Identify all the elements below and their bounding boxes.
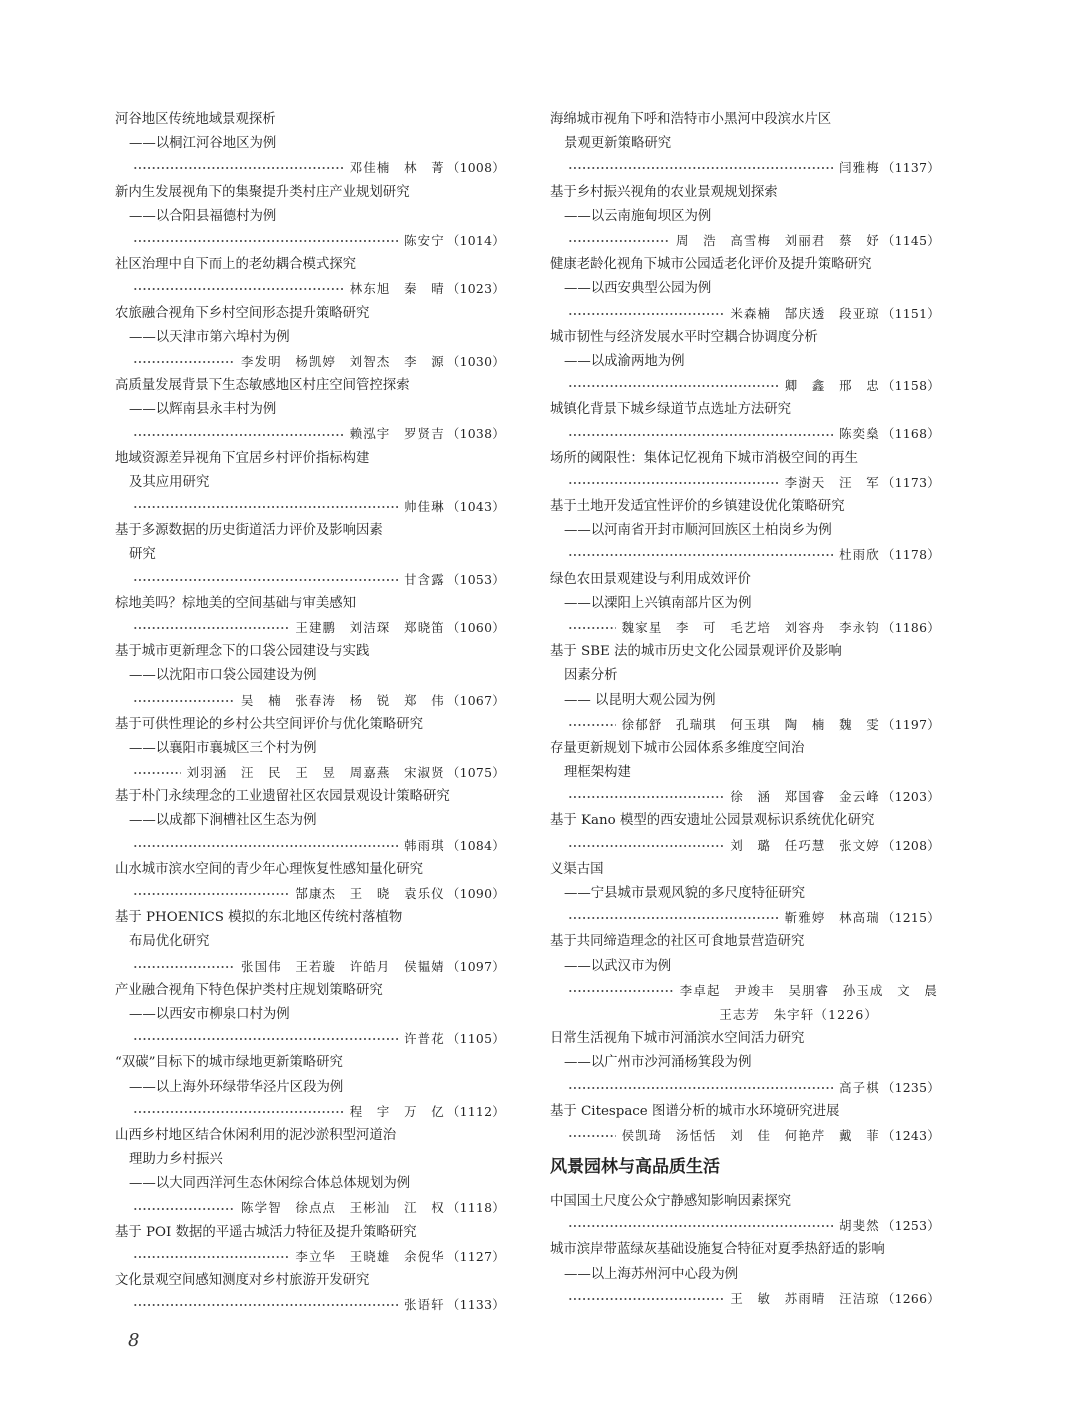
dot-leader: [133, 240, 398, 242]
toc-entry-title: “双碳”目标下的城市绿地更新策略研究: [115, 1055, 343, 1071]
toc-entry-author-line: [115, 616, 505, 640]
toc-entry-authors: 王建鹏 刘洁琛 郑晓笛: [295, 619, 445, 635]
toc-entry-page: （1253）: [881, 1218, 940, 1234]
toc-entry-author-line: [550, 422, 940, 446]
toc-entry-author-line: [115, 1245, 505, 1269]
page-number: 8: [128, 1330, 140, 1351]
toc-entry-authors: 吴 楠 张春涛 杨 锐 郑 伟: [241, 692, 445, 708]
toc-entry-title: 基于可供性理论的乡村公共空间评价与优化策略研究: [115, 716, 423, 732]
toc-entry-title-continued: 因素分析: [564, 668, 618, 684]
toc-entry-subtitle: —— 以昆明大观公园为例: [564, 692, 716, 708]
toc-entry-subtitle: ——以成渝两地为例: [564, 353, 685, 369]
toc-entry-authors: 李澍天 汪 军: [784, 474, 880, 490]
toc-entry-author-line: [115, 1027, 505, 1051]
dot-leader: [133, 966, 235, 968]
toc-entry-author-line: [115, 350, 505, 374]
toc-entry-page: （1158）: [881, 378, 940, 394]
toc-entry-page: （1067）: [446, 692, 505, 708]
toc-entry-title-continued: 及其应用研究: [129, 474, 210, 490]
toc-entry-page: （1208）: [881, 837, 940, 853]
toc-entry-page: （1215）: [881, 910, 940, 926]
toc-entry-authors: 侯凯琦 汤恬恬 刘 佳 何艳芹 戴 菲: [621, 1127, 880, 1143]
toc-entry-page: （1038）: [446, 426, 505, 442]
dot-leader: [133, 434, 344, 436]
toc-entry-authors: 李卓起 尹竣丰 吴朋睿 孙玉成 文 晨: [679, 982, 938, 998]
dot-leader: [133, 579, 398, 581]
toc-entry-subtitle: ——以西安典型公园为例: [564, 281, 712, 297]
dot-leader: [133, 627, 289, 629]
toc-entry-page: （1168）: [881, 426, 940, 442]
toc-entry-title: 海绵城市视角下呼和浩特市小黑河中段滨水片区: [550, 112, 832, 127]
toc-entry-title: 场所的阈限性：集体记忆视角下城市消极空间的再生: [550, 450, 858, 466]
toc-entry-authors: 米森楠 郜庆透 段亚琼: [730, 305, 880, 321]
toc-entry-authors: 王 敏 苏雨晴 汪洁琼: [730, 1290, 880, 1306]
toc-entry-authors: 张国伟 王若璇 许皓月 侯韫婧: [241, 958, 445, 974]
toc-entry-authors: 郜康杰 王 晓 袁乐仪: [295, 886, 445, 901]
toc-entry-authors: 李立华 王晓雄 余倪华: [295, 1248, 445, 1264]
toc-entry-author-line: [550, 1076, 940, 1100]
toc-entry-page: （1060）: [446, 619, 505, 635]
toc-entry-authors: 邓佳楠 林 菁: [349, 160, 445, 176]
toc-entry-title: 社区治理中自下而上的老幼耦合模式探究: [115, 257, 357, 273]
toc-entry-subtitle: ——以武汉市为例: [564, 958, 672, 974]
toc-entry-subtitle: ——以辉南县永丰村为例: [129, 402, 277, 418]
toc-entry-title: 基于 PHOENICS 模拟的东北地区传统村落植物: [115, 910, 403, 926]
toc-entry-authors: 刘羽涵 汪 民 王 昱 周嘉燕 宋淑贤: [186, 765, 445, 781]
toc-entry-authors: 林东旭 秦 晴: [349, 281, 445, 297]
toc-entry-authors: 徐郁舒 孔瑞琪 何玉琪 陶 楠 魏 雯: [621, 716, 880, 732]
toc-entry-title: 山水城市滨水空间的青少年心理恢复性感知量化研究: [115, 861, 423, 877]
toc-entry-page: （1151）: [881, 305, 940, 321]
toc-entry-title: 义渠古国: [550, 861, 604, 877]
toc-entry-authors: 许普花: [404, 1031, 445, 1047]
dot-leader: [133, 845, 398, 847]
dot-leader: [568, 482, 779, 484]
toc-entry-page: （1173）: [881, 474, 940, 490]
dot-leader: [568, 990, 674, 992]
toc-entry-page: （1137）: [881, 160, 940, 176]
dot-leader: [568, 1225, 833, 1227]
toc-entry-title: 绿色农田景观建设与利用成效评价: [550, 571, 751, 587]
toc-entry-title: 基于 SBE 法的城市历史文化公园景观评价及影响: [550, 644, 842, 660]
toc-entry-title: 地域资源差异视角下宜居乡村评价指标构建: [115, 450, 370, 466]
toc-entry-authors: 李发明 杨凯婷 刘智杰 李 源: [241, 353, 445, 369]
toc-right-column: [550, 108, 940, 1311]
dot-leader: [133, 1038, 398, 1040]
dot-leader: [568, 1087, 833, 1089]
dot-leader: [133, 1304, 398, 1306]
toc-entry-page: （1112）: [446, 1103, 505, 1119]
toc-entry-author-line: [550, 834, 940, 858]
toc-entry-title-continued: 理助力乡村振兴: [129, 1152, 223, 1168]
toc-entry-page: （1030）: [446, 353, 505, 369]
toc-entry-page: （1008）: [446, 160, 505, 176]
dot-leader: [568, 796, 724, 798]
toc-entry-author-line: [115, 277, 505, 301]
toc-entry-title-continued: 研究: [129, 547, 156, 563]
toc-entry-author-line: [115, 1196, 505, 1220]
toc-entry-author-line: [115, 955, 505, 979]
dot-leader: [133, 288, 344, 290]
toc-left-column: [115, 108, 505, 1317]
toc-entry-authors: 甘含露: [404, 571, 445, 587]
toc-entry-title-continued: 理框架构建: [564, 765, 631, 781]
toc-entry-page: （1266）: [881, 1290, 940, 1306]
toc-entry-title: 基于 Citespace 图谱分析的城市水环境研究进展: [550, 1103, 840, 1119]
dot-leader: [133, 1208, 235, 1210]
toc-entry-authors: 赖泓宇 罗贤吉: [349, 426, 445, 442]
dot-leader: [133, 167, 344, 169]
toc-entry-page: （1053）: [446, 571, 505, 587]
toc-entry-title: 新内生发展视角下的集聚提升类村庄产业规划研究: [115, 184, 410, 200]
toc-entry-title: 基于乡村振兴视角的农业景观规划探索: [550, 184, 778, 200]
toc-entry-title-continued: 景观更新策略研究: [564, 136, 672, 152]
toc-entry-page: （1197）: [881, 716, 940, 732]
toc-entry-title: 河谷地区传统地域景观探析: [115, 112, 276, 127]
toc-entry-title: 棕地美吗？棕地美的空间基础与审美感知: [115, 595, 357, 611]
toc-entry-subtitle: ——以襄阳市襄城区三个村为例: [129, 740, 317, 756]
toc-entry-page: （1118）: [446, 1200, 505, 1216]
toc-entry-title: 高质量发展背景下生态敏感地区村庄空间管控探索: [115, 378, 410, 394]
toc-entry-page: （1203）: [881, 789, 940, 805]
toc-entry-author-line: [115, 156, 505, 180]
toc-entry-author-line: [115, 229, 505, 253]
dot-leader: [568, 167, 833, 169]
toc-entry-authors: 陈学智 徐点点 王彬汕 江 权: [241, 1200, 445, 1216]
toc-entry-title: 存量更新规划下城市公园体系多维度空间治: [550, 740, 805, 756]
toc-entry-authors: 程 宇 万 亿: [349, 1103, 445, 1119]
toc-entry-subtitle: ——以上海外环绿带华泾片区段为例: [129, 1079, 344, 1095]
dot-leader: [568, 1298, 724, 1300]
toc-entry-author-line: [550, 302, 940, 326]
toc-entry-author-line: [550, 713, 940, 737]
toc-entry-authors: 陈奕燊: [839, 426, 880, 442]
dot-leader: [568, 845, 724, 847]
dot-leader: [133, 772, 181, 774]
dot-leader: [568, 313, 724, 315]
toc-entry-subtitle: ——以成都下涧槽社区生态为例: [129, 813, 317, 829]
toc-entry-title: 产业融合视角下特色保护类村庄规划策略研究: [115, 982, 383, 998]
toc-entry-author-line: [115, 689, 505, 713]
toc-entry-author-line: [550, 471, 940, 495]
toc-entry-title: 基于土地开发适宜性评价的乡镇建设优化策略研究: [550, 499, 845, 514]
toc-entry-page: （1097）: [446, 958, 505, 974]
toc-entry-authors: 闫雅梅: [839, 160, 880, 176]
toc-entry-subtitle: ——以西安市柳泉口村为例: [129, 1006, 290, 1022]
toc-entry-subtitle: ——以沈阳市口袋公园建设为例: [129, 668, 317, 684]
toc-entry-title: 基于朴门永续理念的工业遗留社区农园景观设计策略研究: [115, 789, 450, 805]
toc-entry-subtitle: ——以上海苏州河中心段为例: [564, 1266, 739, 1282]
toc-entry-page: （1235）: [881, 1079, 940, 1095]
toc-entry-subtitle: ——以溧阳上兴镇南部片区为例: [564, 595, 752, 611]
toc-entry-title: 城市滨岸带蓝绿灰基础设施复合特征对夏季热舒适的影响: [550, 1242, 885, 1258]
toc-entry-title: 基于 Kano 模型的西安遗址公园景观标识系统优化研究: [550, 813, 875, 829]
dot-leader: [133, 893, 289, 895]
toc-entry-title: 基于城市更新理念下的口袋公园建设与实践: [115, 644, 370, 660]
toc-entry-authors: 高子棋: [839, 1079, 880, 1095]
toc-entry-authors: 周 浩 高雪梅 刘丽君 蔡 妤: [676, 232, 880, 248]
toc-entry-page: （1178）: [881, 547, 940, 563]
toc-entry-author-line: [550, 1124, 940, 1148]
toc-entry-authors: 魏家星 李 可 毛艺培 刘容舟 李永钧: [621, 619, 880, 635]
toc-entry-title: 文化景观空间感知测度对乡村旅游开发研究: [115, 1273, 370, 1288]
dot-leader: [568, 240, 670, 242]
toc-entry-page: （1145）: [881, 232, 940, 248]
toc-entry-authors: 韩雨琪: [404, 837, 445, 853]
toc-entry-page: （1186）: [881, 619, 940, 635]
toc-entry-page: （1023）: [446, 281, 505, 297]
toc-entry-author-line: [115, 761, 505, 785]
toc-entry-subtitle: ——以云南施甸坝区为例: [564, 208, 712, 224]
toc-entry-subtitle: ——以桐江河谷地区为例: [129, 136, 277, 152]
toc-entry-author-line: [550, 616, 940, 640]
toc-entry-page: （1090）: [446, 886, 505, 901]
toc-entry-title: 基于共同缔造理念的社区可食地景营造研究: [550, 934, 805, 950]
toc-entry-title: 农旅融合视角下乡村空间形态提升策略研究: [115, 305, 370, 321]
dot-leader: [568, 917, 779, 919]
toc-entry-author-line: [550, 229, 940, 253]
toc-entry-author-line: [115, 495, 505, 519]
toc-entry-author-line: [115, 568, 505, 592]
toc-entry-author-line: [550, 906, 940, 930]
dot-leader: [133, 1256, 289, 1258]
toc-entry-author-line: [115, 1293, 505, 1317]
dot-leader: [133, 1111, 344, 1113]
toc-entry-title: 城市韧性与经济发展水平时空耦合协调度分析: [550, 329, 818, 345]
toc-entry-subtitle: ——以河南省开封市顺河回族区土柏岗乡为例: [564, 523, 832, 539]
toc-entry-authors: 陈安宁: [404, 232, 445, 248]
toc-entry-author-line: [550, 156, 940, 180]
toc-entry-title: 城镇化背景下城乡绿道节点选址方法研究: [550, 402, 792, 418]
toc-entry-subtitle: ——以大同西洋河生态休闲综合体总体规划为例: [129, 1176, 411, 1192]
toc-entry-author-line: [550, 1214, 940, 1238]
toc-entry-page: （1014）: [446, 232, 505, 248]
dot-leader: [133, 700, 235, 702]
toc-entry-authors: 帅佳琳: [404, 499, 445, 514]
toc-entry-page: （1105）: [446, 1031, 505, 1047]
dot-leader: [568, 385, 779, 387]
section-heading: 风景园林与高品质生活: [550, 1157, 720, 1178]
toc-entry-author-line: [550, 1287, 940, 1311]
toc-entry-authors: 靳雅婷 林高瑞: [784, 910, 880, 926]
toc-entry-author-line: [550, 979, 940, 1003]
toc-entry-page: （1043）: [446, 499, 505, 514]
toc-entry-author-line: [550, 543, 940, 567]
toc-entry-author-line: [115, 882, 505, 906]
dot-leader: [568, 627, 616, 629]
toc-entry-subtitle: ——以广州市沙河涌杨箕段为例: [564, 1055, 752, 1071]
dot-leader: [133, 361, 235, 363]
toc-entry-author-line: [115, 834, 505, 858]
toc-entry-subtitle: ——以合阳县福德村为例: [129, 208, 277, 224]
dot-leader: [568, 1135, 616, 1137]
toc-entry-author-line: [115, 1100, 505, 1124]
dot-leader: [568, 554, 833, 556]
toc-entry-subtitle: ——以天津市第六埠村为例: [129, 329, 290, 345]
toc-entry-page: （1075）: [446, 765, 505, 781]
toc-entry-authors: 胡斐然: [839, 1218, 880, 1234]
toc-entry-page: （1243）: [881, 1127, 940, 1143]
toc-entry-authors: 刘 璐 任巧慧 张文婷: [730, 837, 880, 853]
toc-entry-title: 健康老龄化视角下城市公园适老化评价及提升策略研究: [550, 257, 872, 273]
toc-entry-authors: 张语轩: [404, 1297, 445, 1313]
toc-entry-authors: 卿 鑫 邢 忠: [784, 378, 880, 394]
toc-entry-title: 日常生活视角下城市河涌滨水空间活力研究: [550, 1031, 805, 1047]
toc-entry-title-continued: 布局优化研究: [129, 934, 210, 950]
dot-leader: [568, 724, 616, 726]
toc-entry-subtitle: ——宁县城市景观风貌的多尺度特征研究: [564, 886, 806, 901]
toc-entry-authors: 徐 涵 郑国睿 金云峰: [730, 789, 880, 805]
toc-entry-page: （1133）: [446, 1297, 505, 1313]
toc-entry-author-line: [550, 785, 940, 809]
toc-entry-authors-continued: 王志芳 朱宇轩（1226）: [719, 1006, 878, 1022]
toc-entry-title: 基于 POI 数据的平遥古城活力特征及提升策略研究: [115, 1224, 417, 1240]
toc-entry-author-line: [115, 422, 505, 446]
toc-entry-authors: 杜雨欣: [839, 547, 880, 563]
dot-leader: [568, 434, 833, 436]
toc-entry-title: 山西乡村地区结合休闲利用的泥沙淤积型河道治: [115, 1127, 397, 1143]
dot-leader: [133, 506, 398, 508]
toc-entry-page: （1084）: [446, 837, 505, 853]
toc-entry-title: 基于多源数据的历史街道活力评价及影响因素: [115, 523, 383, 539]
toc-entry-title: 中国国土尺度公众宁静感知影响因素探究: [550, 1194, 792, 1210]
toc-entry-author-line: [550, 374, 940, 398]
toc-entry-page: （1127）: [446, 1248, 505, 1264]
